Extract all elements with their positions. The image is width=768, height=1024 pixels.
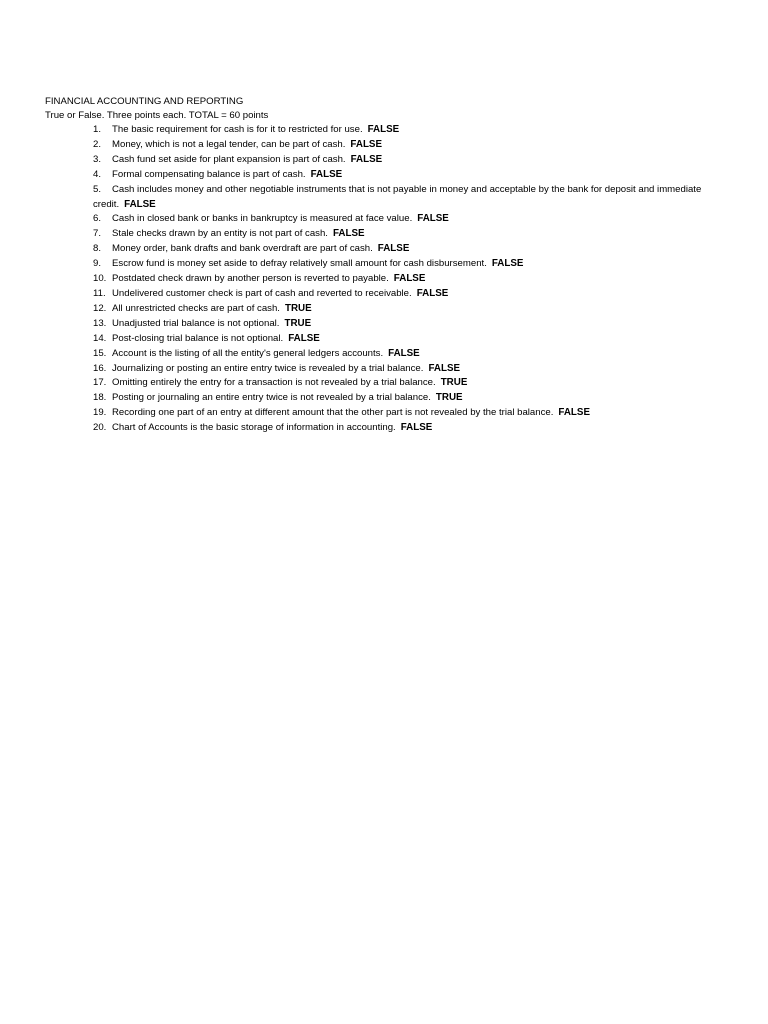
question-number: 2.	[93, 138, 102, 150]
question-item-20	[93, 421, 705, 436]
question-number: 17.	[93, 377, 107, 389]
question-answer: FALSE	[310, 168, 343, 180]
question-number: 12.	[93, 302, 107, 314]
question-number: 14.	[93, 332, 107, 344]
question-text: Omitting entirely the entry for a transaction is not revealed by a trial balance.	[112, 377, 436, 389]
question-text: Stale checks drawn by an entity is not part of cash.	[112, 228, 328, 240]
question-text: Account is the listing of all the entity's general ledgers accounts.	[112, 347, 384, 359]
question-text: Money order, bank drafts and bank overdraft are part of cash.	[112, 243, 373, 255]
question-item-13	[93, 317, 705, 332]
question-item-5	[93, 183, 705, 213]
question-item-17	[93, 376, 705, 391]
question-item-2	[93, 138, 705, 153]
question-text: Postdated check drawn by another person is reverted to payable.	[112, 273, 389, 285]
question-answer: FALSE	[350, 138, 382, 150]
question-answer: FALSE	[288, 332, 320, 344]
question-text: Cash fund set aside for plant expansion is part of cash.	[112, 153, 346, 165]
question-text: All unrestricted checks are part of cash.	[112, 302, 280, 314]
question-answer: TRUE	[440, 377, 468, 389]
question-text: Chart of Accounts is the basic storage of information in accounting.	[112, 422, 396, 434]
question-item-4	[93, 168, 705, 183]
question-item-18	[93, 391, 705, 406]
question-text: Money, which is not a legal tender, can be part of cash.	[112, 138, 346, 150]
question-number: 8.	[93, 243, 102, 255]
question-text: The basic requirement for cash is for it to restricted for use.	[112, 124, 363, 135]
question-list	[93, 123, 705, 436]
question-item-12	[93, 302, 705, 317]
question-answer: FALSE	[124, 198, 156, 210]
question-answer: FALSE	[491, 258, 524, 270]
question-text: Cash in closed bank or banks in bankruptcy is measured at face value.	[112, 213, 413, 225]
question-answer: FALSE	[388, 347, 420, 359]
question-answer: TRUE	[435, 392, 463, 404]
question-answer: FALSE	[417, 213, 449, 225]
question-text: Unadjusted trial balance is not optional.	[112, 317, 280, 329]
question-text: Undelivered customer check is part of cash and reverted to receivable.	[112, 287, 412, 299]
question-number: 6.	[93, 213, 102, 225]
question-number: 16.	[93, 362, 107, 374]
document-instructions: True or False. Three points each. TOTAL = 60 points	[45, 110, 269, 121]
question-item-16	[93, 362, 705, 377]
question-item-10	[93, 272, 705, 287]
question-text: Escrow fund is money set aside to defray relatively small amount for cash disbursement.	[112, 258, 487, 270]
question-number: 5.	[93, 183, 102, 195]
question-text: Journalizing or posting an entire entry twice is revealed by a trial balance.	[112, 362, 424, 374]
question-item-7	[93, 227, 705, 242]
question-answer: FALSE	[377, 243, 410, 255]
question-number: 1.	[93, 124, 102, 135]
question-number: 3.	[93, 153, 102, 165]
question-item-11	[93, 287, 705, 302]
question-answer: FALSE	[350, 153, 383, 165]
question-number: 18.	[93, 392, 107, 404]
question-answer: FALSE	[558, 407, 590, 419]
question-answer: FALSE	[367, 124, 400, 135]
question-answer: FALSE	[416, 287, 449, 299]
question-item-19	[93, 406, 705, 421]
question-number: 13.	[93, 317, 107, 329]
question-number: 15.	[93, 347, 107, 359]
question-number: 4.	[93, 168, 102, 180]
question-answer: TRUE	[284, 317, 312, 329]
question-item-15	[93, 347, 705, 362]
question-item-6	[93, 212, 705, 227]
question-item-8	[93, 242, 705, 257]
question-item-1	[93, 123, 705, 138]
question-text: Cash includes money and other negotiable instruments that is not payable in money and acceptable by the bank for deposit and immediate credit.	[93, 183, 702, 210]
question-answer: FALSE	[400, 422, 433, 434]
question-answer: TRUE	[284, 302, 312, 314]
question-answer: FALSE	[428, 362, 461, 374]
question-text: Formal compensating balance is part of cash.	[112, 168, 306, 180]
question-number: 7.	[93, 228, 102, 240]
question-text: Recording one part of an entry at different amount that the other part is not revealed by the trial balance.	[112, 407, 554, 419]
document-title: FINANCIAL ACCOUNTING AND REPORTING	[45, 96, 244, 107]
question-answer: FALSE	[332, 228, 365, 240]
question-number: 20.	[93, 422, 107, 434]
question-number: 11.	[93, 287, 106, 299]
question-number: 10.	[93, 273, 107, 285]
question-answer: FALSE	[393, 273, 426, 285]
question-item-14	[93, 332, 705, 347]
question-text: Post-closing trial balance is not optional.	[112, 332, 284, 344]
question-item-9	[93, 257, 705, 272]
question-text: Posting or journaling an entire entry twice is not revealed by a trial balance.	[112, 392, 431, 404]
question-number: 19.	[93, 407, 107, 419]
question-number: 9.	[93, 258, 102, 270]
question-item-3	[93, 153, 705, 168]
